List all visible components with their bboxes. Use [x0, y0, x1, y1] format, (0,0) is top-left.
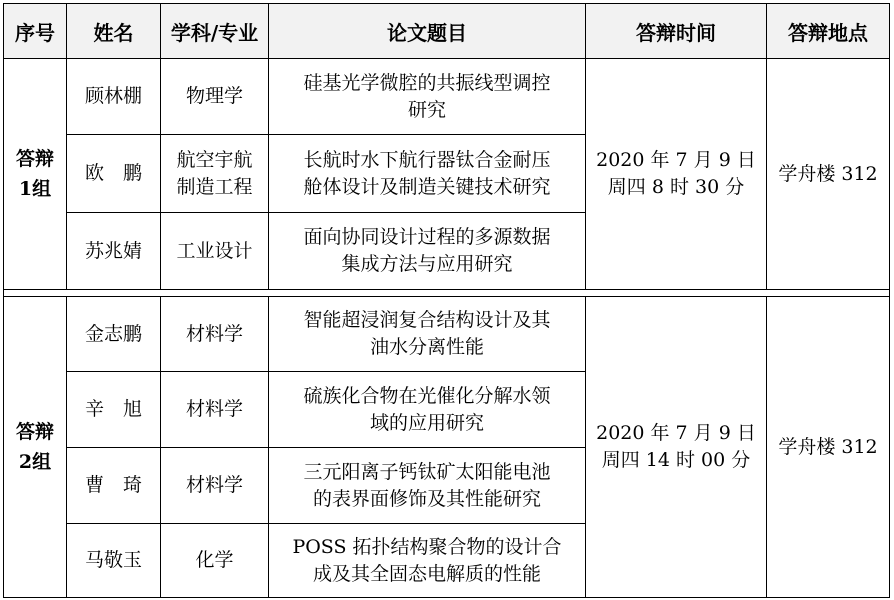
defense-location: 学舟楼 312	[767, 297, 890, 598]
thesis-title: POSS 拓扑结构聚合物的设计合 成及其全固态电解质的性能	[269, 524, 586, 598]
table-row	[4, 297, 890, 372]
col-header-defense-location: 答辩地点	[767, 4, 890, 59]
thesis-title: 面向协同设计过程的多源数据 集成方法与应用研究	[269, 213, 586, 290]
defense-location: 学舟楼 312	[767, 59, 890, 290]
col-header-major: 学科/专业	[161, 4, 269, 59]
student-name: 马敬玉	[67, 524, 161, 598]
defense-schedule-table	[3, 3, 890, 598]
header-row	[4, 4, 890, 59]
student-major: 化学	[161, 524, 269, 598]
defense-time: 2020 年 7 月 9 日 周四 8 时 30 分	[586, 59, 767, 290]
student-major: 材料学	[161, 297, 269, 372]
group-separator	[4, 290, 890, 297]
table-row	[4, 59, 890, 135]
thesis-title: 硫族化合物在光催化分解水领 域的应用研究	[269, 372, 586, 448]
group-label: 答辩 1组	[4, 59, 67, 290]
student-major: 工业设计	[161, 213, 269, 290]
thesis-title: 智能超浸润复合结构设计及其 油水分离性能	[269, 297, 586, 372]
student-major: 材料学	[161, 372, 269, 448]
thesis-title: 三元阳离子钙钛矿太阳能电池 的表界面修饰及其性能研究	[269, 448, 586, 524]
student-name: 曹 琦	[67, 448, 161, 524]
student-name: 欧 鹏	[67, 135, 161, 213]
student-name: 金志鹏	[67, 297, 161, 372]
group-label: 答辩 2组	[4, 297, 67, 598]
thesis-title: 长航时水下航行器钛合金耐压 舱体设计及制造关键技术研究	[269, 135, 586, 213]
student-name: 顾林棚	[67, 59, 161, 135]
col-header-name: 姓名	[67, 4, 161, 59]
col-header-thesis-title: 论文题目	[269, 4, 586, 59]
student-major: 航空宇航 制造工程	[161, 135, 269, 213]
defense-time: 2020 年 7 月 9 日 周四 14 时 00 分	[586, 297, 767, 598]
student-name: 苏兆婧	[67, 213, 161, 290]
thesis-title: 硅基光学微腔的共振线型调控 研究	[269, 59, 586, 135]
student-name: 辛 旭	[67, 372, 161, 448]
student-major: 物理学	[161, 59, 269, 135]
student-major: 材料学	[161, 448, 269, 524]
col-header-index: 序号	[4, 4, 67, 59]
col-header-defense-time: 答辩时间	[586, 4, 767, 59]
